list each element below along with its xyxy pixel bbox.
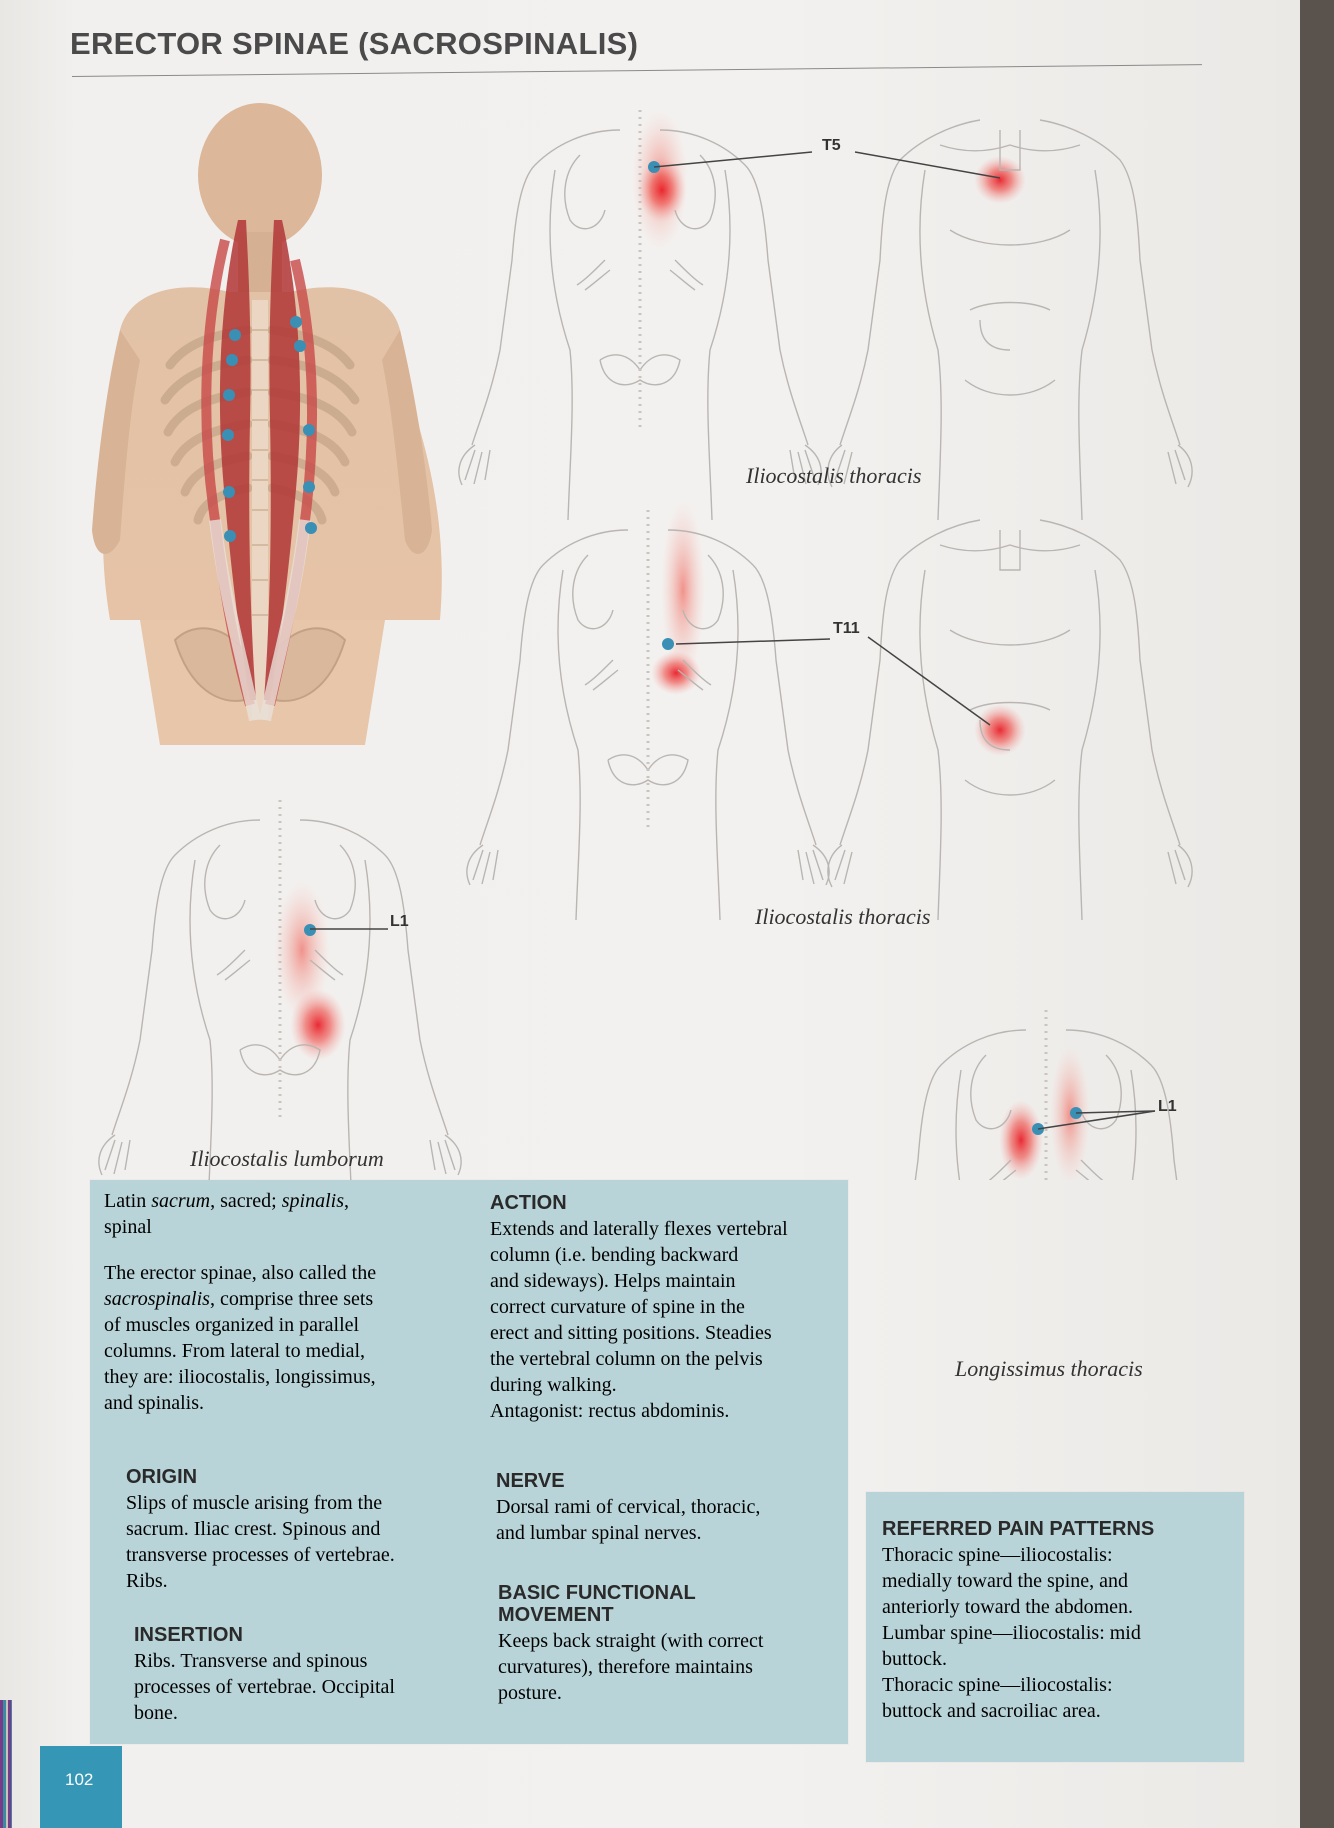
figure-back-t5 bbox=[459, 110, 821, 520]
caption-iliocostalis-lumborum: Iliocostalis lumborum bbox=[190, 1146, 384, 1171]
action-heading: ACTION bbox=[490, 1192, 567, 1214]
figure-back-l1 bbox=[99, 800, 461, 1180]
label-l1-lumborum: L1 bbox=[390, 913, 409, 930]
action-section: ACTION Extends and laterally flexes vertebral column (i.e. bending backward and sideways). Helps maintain correct curvature of spine in the erect and sitting positions. Steadies the vertebral column on the pelvis during walking. Antagonist: rectus abdominis. bbox=[490, 1192, 840, 1424]
insertion-section: INSERTION Ribs. Transverse and spinous processes of vertebrae. Occipital bone. bbox=[134, 1624, 474, 1726]
referred-pain-section: REFERRED PAIN PATTERNS Thoracic spine—iliocostalis: medially toward the spine, and anteriorly toward the abdomen. Lumbar spine—iliocostalis: mid buttock. Thoracic spine—iliocostalis: buttock and sacroiliac area. bbox=[882, 1518, 1232, 1724]
origin-section: ORIGIN Slips of muscle arising from the sacrum. Iliac crest. Spinous and transverse processes of vertebrae. Ribs. bbox=[126, 1466, 466, 1594]
figure-back-longissimus bbox=[865, 1010, 1227, 1180]
movement-section: BASIC FUNCTIONAL MOVEMENT Keeps back straight (with correct curvatures), therefore maintains posture. bbox=[498, 1582, 838, 1706]
figure-back-t11 bbox=[467, 500, 829, 920]
insertion-heading: INSERTION bbox=[134, 1624, 243, 1646]
erector-spinae-illustration bbox=[92, 103, 442, 745]
origin-heading: ORIGIN bbox=[126, 1466, 198, 1488]
page-edge bbox=[0, 1700, 12, 1828]
description: The erector spinae, also called the sacrospinalis, comprise three sets of muscles organized in parallel columns. From lateral to medial, they are: iliocostalis, longissimus, and spinalis. bbox=[104, 1262, 377, 1414]
figure-front-t5 bbox=[828, 120, 1192, 520]
page-number: 102 bbox=[65, 1770, 94, 1789]
nerve-section: NERVE Dorsal rami of cervical, thoracic, and lumbar spinal nerves. bbox=[496, 1470, 836, 1546]
caption-longissimus-thoracis: Longissimus thoracis bbox=[955, 1356, 1143, 1381]
movement-heading: BASIC FUNCTIONAL MOVEMENT bbox=[498, 1582, 696, 1626]
page-title: ERECTOR SPINAE (SACROSPINALIS) bbox=[70, 26, 639, 61]
caption-iliocostalis-thoracis-top: Iliocostalis thoracis bbox=[746, 463, 922, 488]
etymology: Latin sacrum, sacred; spinalis, spinal bbox=[104, 1190, 349, 1238]
intro-text bbox=[104, 1188, 434, 1436]
page-number-badge bbox=[40, 1746, 122, 1828]
nerve-heading: NERVE bbox=[496, 1470, 565, 1492]
referred-pain-heading: REFERRED PAIN PATTERNS bbox=[882, 1518, 1155, 1540]
label-l1-longissimus: L1 bbox=[1158, 1098, 1177, 1115]
label-t11: T11 bbox=[833, 620, 860, 637]
label-t5: T5 bbox=[822, 137, 841, 154]
caption-iliocostalis-thoracis-middle: Iliocostalis thoracis bbox=[755, 904, 931, 929]
figure-front-t11 bbox=[828, 520, 1192, 920]
